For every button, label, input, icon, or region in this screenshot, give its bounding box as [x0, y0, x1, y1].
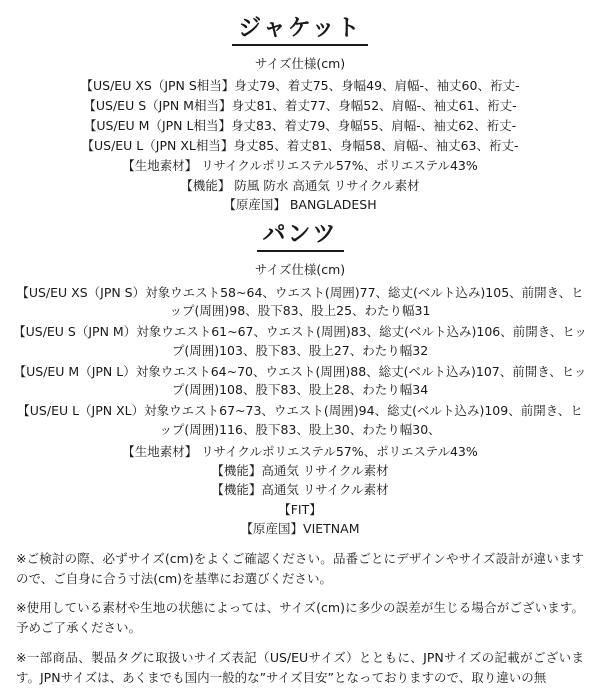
note-item: ※使用している素材や生地の状態によっては、サイズ(cm)に多少の誤差が生じる場合がございます。予めご了承ください。: [12, 598, 588, 639]
pants-size-row: 【US/EU M（JPN L）対象ウエスト64~70、ウエスト(周囲)88、総丈(ベルト込み)107、前開き、ヒップ(周囲)108、股下83、股上28、わたり幅34: [12, 363, 588, 401]
jacket-spec-subtitle: サイズ仕様(cm): [255, 55, 345, 73]
pants-size-row: 【US/EU S（JPN M）対象ウエスト61~67、ウエスト(周囲)83、総丈(ベルト込み)106、前開き、ヒップ(周囲)103、股下83、股上27、わたり幅32: [12, 323, 588, 361]
note-item: ※ご検討の際、必ずサイズ(cm)をよくご確認ください。品番ごとにデザインやサイズ設計が違いますので、ご自身に合う寸法(cm)を基準にお選びください。: [12, 549, 588, 590]
jacket-origin: 【原産国】 BANGLADESH: [223, 195, 376, 214]
jacket-size-row: 【US/EU M（JPN L相当】身丈83、着丈79、身幅55、肩幅-、袖丈62、裄丈-: [12, 117, 588, 136]
pants-size-row: 【US/EU XS（JPN S）対象ウエスト58~64、ウエスト(周囲)77、総丈(ベルト込み)105、前開き、ヒップ(周囲)98、股下83、股上25、わたり幅31: [12, 284, 588, 322]
pants-origin: 【原産国】VIETNAM: [241, 519, 360, 538]
jacket-material: 【生地素材】 リサイクルポリエステル57%、ポリエステル43%: [122, 156, 478, 175]
jacket-size-row: 【US/EU XS（JPN S相当】身丈79、着丈75、身幅49、肩幅-、袖丈60、裄丈-: [12, 77, 588, 96]
pants-spec-subtitle: サイズ仕様(cm): [255, 261, 345, 279]
pants-section-title: パンツ: [257, 220, 344, 252]
note-item: ※一部商品、製品タグに取扱いサイズ表記（US/EUサイズ）とともに、JPNサイズの記載がございます。JPNサイズは、あくまでも国内一般的な”サイズ目安”となっておりますので、取り違いの無: [12, 648, 588, 688]
pants-size-row: 【US/EU L（JPN XL）対象ウエスト67~73、ウエスト(周囲)94、総丈(ベルト込み)109、前開き、ヒップ(周囲)116、股下83、股上30、わたり幅30、: [12, 402, 588, 440]
jacket-size-row: 【US/EU S（JPN M相当】身丈81、着丈77、身幅52、肩幅-、袖丈61、裄丈-: [12, 97, 588, 116]
pants-material: 【生地素材】 リサイクルポリエステル57%、ポリエステル43%: [122, 442, 478, 461]
notes-section: [12, 549, 588, 688]
jacket-function: 【機能】 防風 防水 高通気 リサイクル素材: [180, 176, 419, 195]
jacket-size-row: 【US/EU L（JPN XL相当】身丈85、着丈81、身幅58、肩幅-、袖丈63、裄丈-: [12, 137, 588, 156]
pants-fit: 【FIT】: [278, 500, 322, 519]
pants-function-2: 【機能】高通気 リサイクル素材: [211, 480, 388, 499]
jacket-section-title: ジャケット: [232, 14, 367, 46]
pants-function-1: 【機能】高通気 リサイクル素材: [211, 461, 388, 480]
